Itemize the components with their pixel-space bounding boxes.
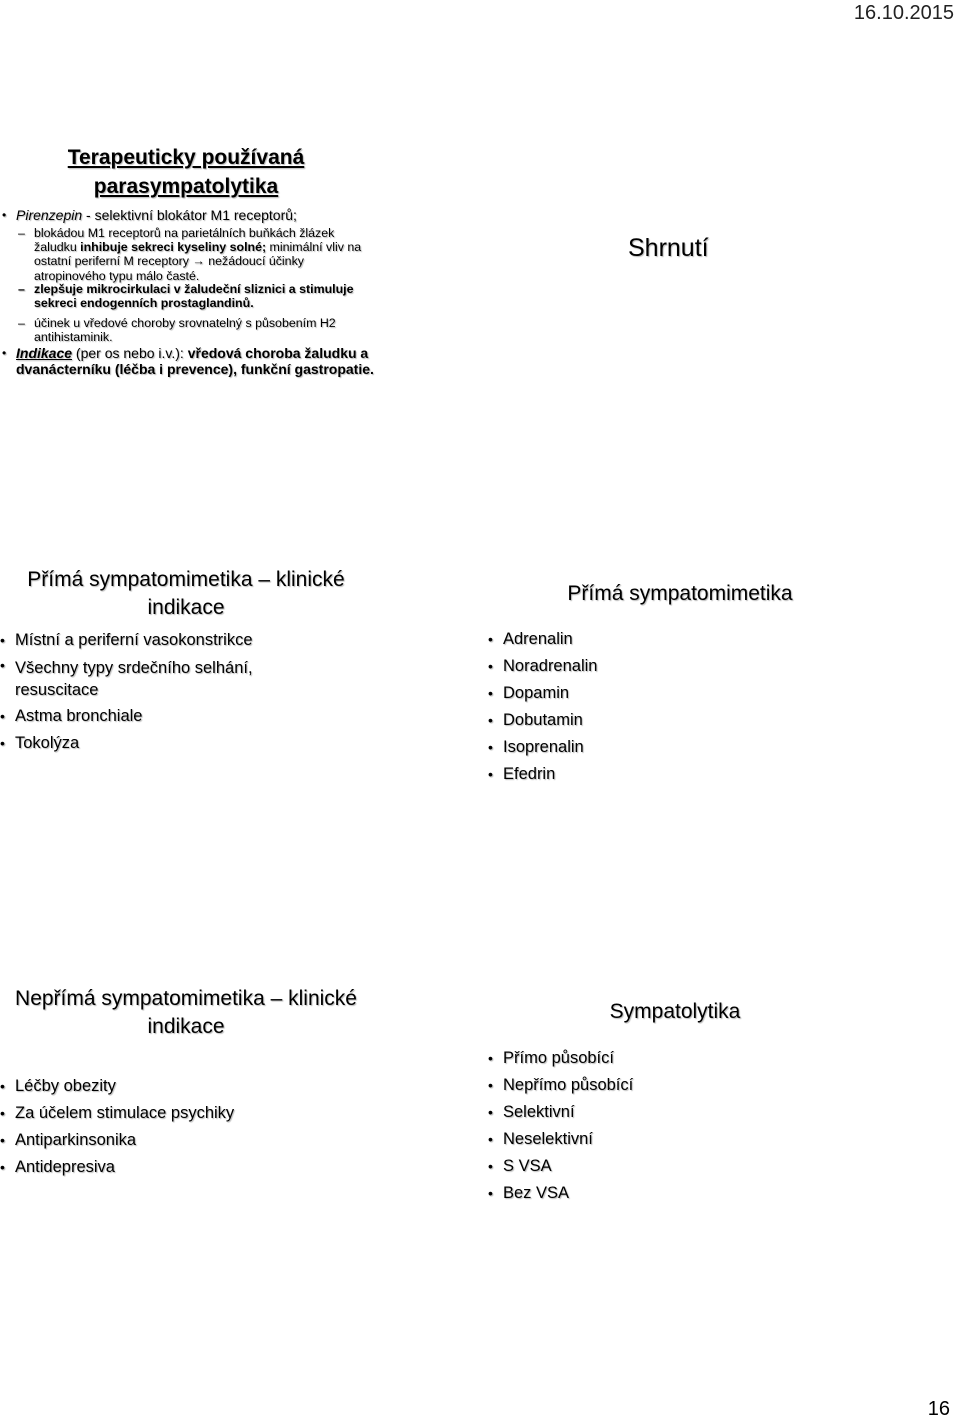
list-item: • Antidepresiva [0, 1154, 330, 1181]
list-item: • Tokolýza [0, 730, 330, 757]
subitem-text-bold: inhibuje sekreci kyseliny solné; [80, 240, 267, 255]
slide2-title: Přímá sympatomimetika – klinické indikace [27, 568, 345, 619]
slide1-bullet-pirenzepin [2, 207, 376, 223]
page-date: 16.10.2015 [853, 2, 954, 24]
subitem-text-a: blokádou M1 receptorů na parietálních buňkách žlázek žaludku [34, 226, 335, 255]
dash-icon: – [18, 282, 25, 296]
slide1-subitem-ucinek [18, 316, 374, 345]
slide1-subitem-mikrocirkulace [18, 282, 374, 311]
drug-description: - selektivní blokátor M1 receptorů; [82, 207, 297, 223]
slide3-title: Přímá sympatomimetika [567, 582, 793, 605]
list-item: • Místní a periferní vasokonstrikce [0, 627, 330, 654]
summary-title: Shrnutí [628, 234, 709, 262]
list-item: • S VSA [488, 1153, 788, 1180]
slide1-title [0, 143, 372, 201]
slide4-list [0, 1073, 330, 1181]
indikace-label: Indikace [16, 345, 73, 361]
list-item: • Dopamin [488, 680, 788, 707]
page-number: 16 [927, 1398, 950, 1420]
list-item: • Všechny typy srdečního selhání, resuscitace [0, 654, 330, 703]
dash-icon: – [18, 226, 25, 240]
list-item: • Adrenalin [488, 626, 788, 653]
subitem-text: zlepšuje mikrocirkulaci v žaludeční sliznici a stimuluje sekreci endogenních prostaglandinů. [34, 282, 354, 311]
list-item: • Bez VSA [488, 1180, 788, 1207]
list-item: • Efedrin [488, 761, 788, 788]
subitem-text-c: minimální vliv na ostatní periferní M receptory → nežádoucí účinky atropinového typu málo časté. [34, 240, 362, 283]
list-item: • Isoprenalin [488, 734, 788, 761]
drug-name: Pirenzepin [16, 207, 83, 223]
list-item: • Neselektivní [488, 1126, 788, 1153]
slide1-title-line2: parasympatolytika [93, 175, 279, 198]
list-item: • Dobutamin [488, 707, 788, 734]
slide3-list [488, 626, 788, 788]
subitem-text: účinek u vředové choroby srovnatelný s působením H2 antihistaminik. [34, 316, 336, 345]
slide2-list [0, 627, 330, 757]
slide5-list [488, 1045, 788, 1207]
indikace-text: vředová choroba žaludku a dvanácterníku (léčba i prevence), funkční gastropatie. [16, 345, 374, 377]
slide5-title: Sympatolytika [609, 1000, 741, 1023]
list-item: • Antiparkinsonika [0, 1127, 330, 1154]
list-item: • Nepřímo působící [488, 1072, 788, 1099]
list-item: • Noradrenalin [488, 653, 788, 680]
slide4-title: Nepřímá sympatomimetika – klinické indikace [15, 987, 357, 1038]
slide1-subitem-blokada [18, 226, 374, 283]
list-item: • Přímo působící [488, 1045, 788, 1072]
list-item: • Za účelem stimulace psychiky [0, 1100, 330, 1127]
bullet-icon: • [2, 346, 7, 360]
dash-icon: – [18, 316, 25, 330]
list-item: • Astma bronchiale [0, 703, 330, 730]
indikace-route: (per os nebo i.v.): [72, 345, 184, 361]
list-item: • Selektivní [488, 1099, 788, 1126]
slide1-title-line1: Terapeuticky používaná [67, 146, 305, 169]
bullet-icon: • [2, 208, 7, 222]
slide1-bullet-indikace [2, 345, 376, 377]
list-item: • Léčby obezity [0, 1073, 330, 1100]
